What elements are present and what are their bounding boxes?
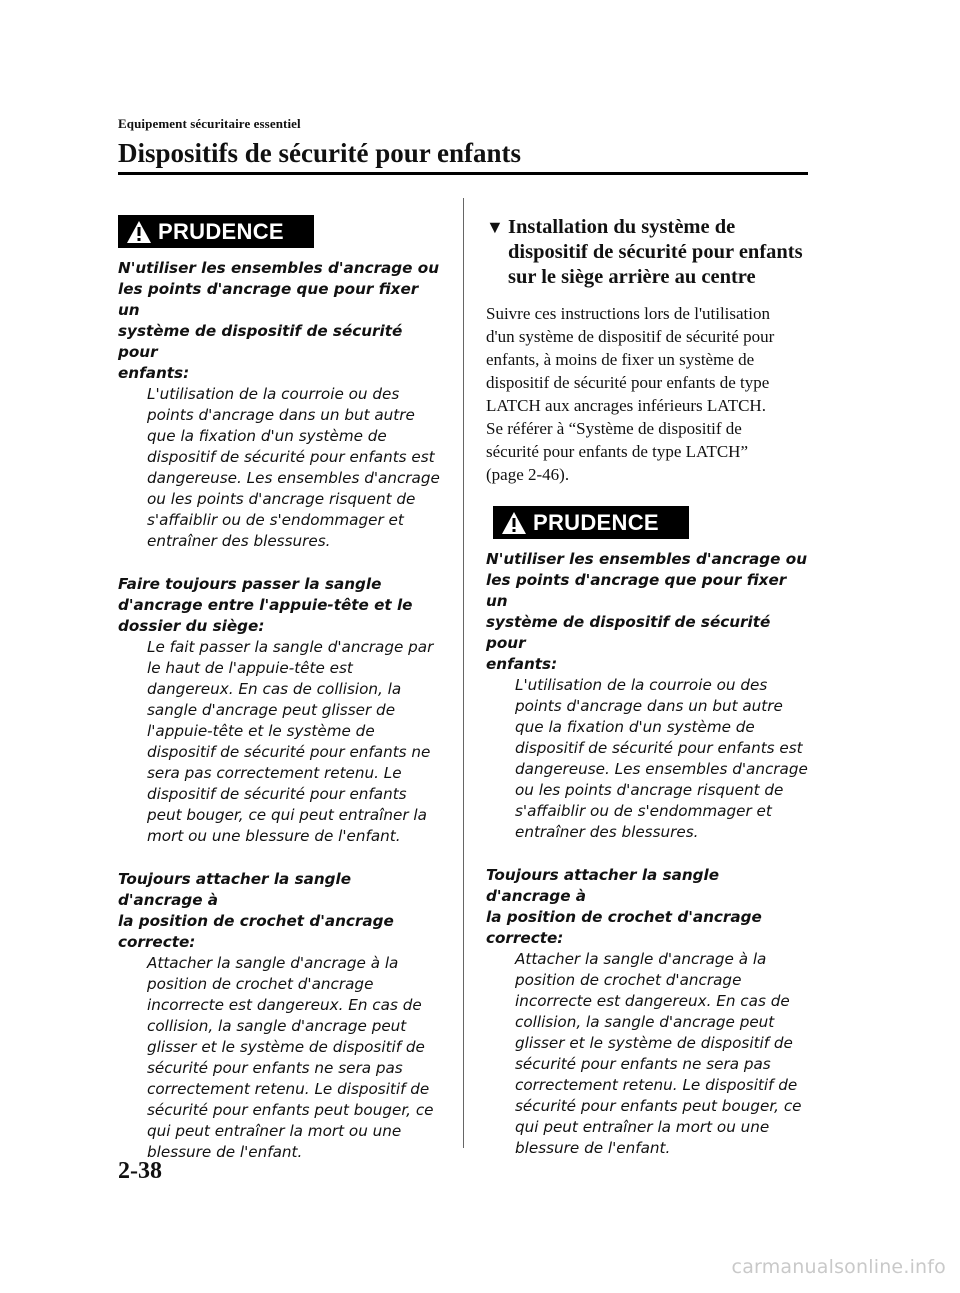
caution-body bbox=[515, 675, 808, 843]
heading-line: Installation du système de bbox=[508, 216, 736, 238]
caution-body bbox=[147, 637, 440, 847]
caution-item bbox=[486, 549, 808, 843]
caution-body-line: Attacher la sangle d'ancrage à la bbox=[147, 953, 399, 972]
caution-body-line: correctement retenu. Le dispositif de bbox=[515, 1075, 798, 1094]
caution-title-line: d'ancrage entre l'appuie-tête et le bbox=[118, 595, 413, 614]
warning-triangle-icon bbox=[501, 511, 527, 535]
watermark: carmanualsonline.info bbox=[731, 1256, 946, 1278]
caution-title-line: Faire toujours passer la sangle bbox=[118, 574, 382, 593]
caution-title-line: correcte: bbox=[486, 928, 564, 947]
caution-spacer bbox=[486, 843, 808, 856]
caution-body-line: correctement retenu. Le dispositif de bbox=[147, 1079, 430, 1098]
caution-body-line: position de crochet d'ancrage bbox=[515, 970, 742, 989]
heading-line: sur le siège arrière au centre bbox=[508, 266, 756, 288]
caution-title-line: système de dispositif de sécurité pour bbox=[486, 612, 771, 652]
caution-body-line: le haut de l'appuie-tête est bbox=[147, 658, 353, 677]
caution-title-line: enfants: bbox=[486, 654, 558, 673]
caution-badge-label: PRUDENCE bbox=[533, 509, 659, 535]
caution-body-line: blessure de l'enfant. bbox=[515, 1138, 671, 1157]
caution-body-line: peut bouger, ce qui peut entraîner la bbox=[147, 805, 427, 824]
caution-title-line: dossier du siège: bbox=[118, 616, 265, 635]
caution-badge bbox=[493, 506, 689, 539]
caution-body-line: collision, la sangle d'ancrage peut bbox=[515, 1012, 775, 1031]
caution-body-line: collision, la sangle d'ancrage peut bbox=[147, 1016, 407, 1035]
caution-body-line: blessure de l'enfant. bbox=[147, 1142, 303, 1161]
caution-title-line: N'utiliser les ensembles d'ancrage ou bbox=[486, 549, 808, 568]
caution-body-line: que la fixation d'un système de bbox=[147, 426, 387, 445]
caution-body-line: points d'ancrage dans un but autre bbox=[515, 696, 783, 715]
caution-body-line: s'affaiblir ou de s'endommager et bbox=[515, 801, 772, 820]
caution-title-line: Toujours attacher la sangle d'ancrage à bbox=[118, 869, 352, 909]
caution-title-line: correcte: bbox=[118, 932, 196, 951]
caution-body-line: sécurité pour enfants ne sera pas bbox=[147, 1058, 403, 1077]
caution-title bbox=[486, 549, 808, 675]
caution-body-line: Attacher la sangle d'ancrage à la bbox=[515, 949, 767, 968]
column-divider bbox=[463, 198, 464, 1148]
caution-body-line: dangereuse. Les ensembles d'ancrage bbox=[515, 759, 808, 778]
instruction-paragraph bbox=[486, 302, 808, 486]
caution-badge bbox=[118, 215, 314, 248]
caution-title-line: la position de crochet d'ancrage bbox=[118, 911, 394, 930]
caution-body-line: points d'ancrage dans un but autre bbox=[147, 405, 415, 424]
section-label: Equipement sécuritaire essentiel bbox=[118, 116, 301, 131]
caution-title bbox=[118, 869, 440, 953]
caution-body-line: glisser et le système de dispositif de bbox=[147, 1037, 425, 1056]
page-number: 2-38 bbox=[118, 1158, 162, 1184]
caution-body-line: L'utilisation de la courroie ou des bbox=[515, 675, 768, 694]
caution-body bbox=[147, 953, 440, 1163]
caution-body-line: position de crochet d'ancrage bbox=[147, 974, 374, 993]
caution-body-line: Le fait passer la sangle d'ancrage par bbox=[147, 637, 434, 656]
caution-title-line: N'utiliser les ensembles d'ancrage ou bbox=[118, 258, 440, 277]
caution-title-line: Toujours attacher la sangle d'ancrage à bbox=[486, 865, 720, 905]
caution-body-line: mort ou une blessure de l'enfant. bbox=[147, 826, 401, 845]
section-heading bbox=[486, 215, 808, 290]
caution-item bbox=[118, 869, 440, 1163]
paragraph-line: LATCH aux ancrages inférieurs LATCH. bbox=[486, 396, 766, 415]
caution-body-line: dispositif de sécurité pour enfants est bbox=[147, 447, 435, 466]
paragraph-line: d'un système de dispositif de sécurité pour bbox=[486, 327, 775, 346]
caution-title bbox=[486, 865, 808, 949]
heading-line: dispositif de sécurité pour enfants bbox=[508, 241, 803, 263]
paragraph-line: Suivre ces instructions lors de l'utilisation bbox=[486, 304, 771, 323]
caution-body bbox=[515, 949, 808, 1159]
caution-body-line: sécurité pour enfants peut bouger, ce bbox=[515, 1096, 802, 1115]
paragraph-line: enfants, à moins de fixer un système de bbox=[486, 350, 755, 369]
caution-body-line: dispositif de sécurité pour enfants bbox=[147, 784, 407, 803]
header-rule bbox=[118, 172, 808, 175]
caution-body-line: glisser et le système de dispositif de bbox=[515, 1033, 793, 1052]
caution-body-line: dispositif de sécurité pour enfants est bbox=[515, 738, 803, 757]
caution-spacer bbox=[118, 552, 440, 565]
caution-spacer bbox=[118, 847, 440, 860]
caution-body-line: dispositif de sécurité pour enfants ne bbox=[147, 742, 431, 761]
caution-body-line: que la fixation d'un système de bbox=[515, 717, 755, 736]
paragraph-line: dispositif de sécurité pour enfants de type bbox=[486, 373, 770, 392]
caution-title-line: système de dispositif de sécurité pour bbox=[118, 321, 403, 361]
warning-triangle-icon bbox=[126, 220, 152, 244]
caution-body-line: l'appuie-tête et le système de bbox=[147, 721, 375, 740]
caution-body-line: incorrecte est dangereux. En cas de bbox=[147, 995, 422, 1014]
caution-body-line: entraîner des blessures. bbox=[515, 822, 699, 841]
caution-title bbox=[118, 258, 440, 384]
caution-body-line: qui peut entraîner la mort ou une bbox=[515, 1117, 770, 1136]
caution-badge-label: PRUDENCE bbox=[158, 218, 284, 244]
left-column bbox=[118, 215, 440, 1163]
caution-body-line: sécurité pour enfants peut bouger, ce bbox=[147, 1100, 434, 1119]
caution-body-line: dangereuse. Les ensembles d'ancrage bbox=[147, 468, 440, 487]
caution-body-line: sangle d'ancrage peut glisser de bbox=[147, 700, 396, 719]
right-column bbox=[486, 215, 808, 1159]
caution-title-line: les points d'ancrage que pour fixer un bbox=[486, 570, 787, 610]
caution-body-line: dangereux. En cas de collision, la bbox=[147, 679, 402, 698]
caution-item bbox=[118, 574, 440, 847]
caution-body-line: qui peut entraîner la mort ou une bbox=[147, 1121, 402, 1140]
caution-body-line: entraîner des blessures. bbox=[147, 531, 331, 550]
caution-body-line: L'utilisation de la courroie ou des bbox=[147, 384, 400, 403]
page-header bbox=[118, 116, 808, 169]
caution-item bbox=[486, 865, 808, 1159]
paragraph-line: sécurité pour enfants de type LATCH” bbox=[486, 442, 748, 461]
caution-title-line: la position de crochet d'ancrage bbox=[486, 907, 762, 926]
caution-body-line: sécurité pour enfants ne sera pas bbox=[515, 1054, 771, 1073]
caution-body bbox=[147, 384, 440, 552]
caution-body-line: ou les points d'ancrage risquent de bbox=[515, 780, 784, 799]
caution-title-line: enfants: bbox=[118, 363, 190, 382]
page-title: Dispositifs de sécurité pour enfants bbox=[118, 138, 522, 168]
caution-body-line: ou les points d'ancrage risquent de bbox=[147, 489, 416, 508]
caution-body-line: sera pas correctement retenu. Le bbox=[147, 763, 402, 782]
page-reference-link[interactable]: (page 2-46). bbox=[486, 465, 570, 484]
heading-triangle-icon: ▼ bbox=[486, 217, 504, 237]
paragraph-line: Se référer à “Système de dispositif de bbox=[486, 419, 742, 438]
caution-title bbox=[118, 574, 440, 637]
caution-body-line: incorrecte est dangereux. En cas de bbox=[515, 991, 790, 1010]
caution-item bbox=[118, 258, 440, 552]
caution-title-line: les points d'ancrage que pour fixer un bbox=[118, 279, 419, 319]
caution-body-line: s'affaiblir ou de s'endommager et bbox=[147, 510, 404, 529]
